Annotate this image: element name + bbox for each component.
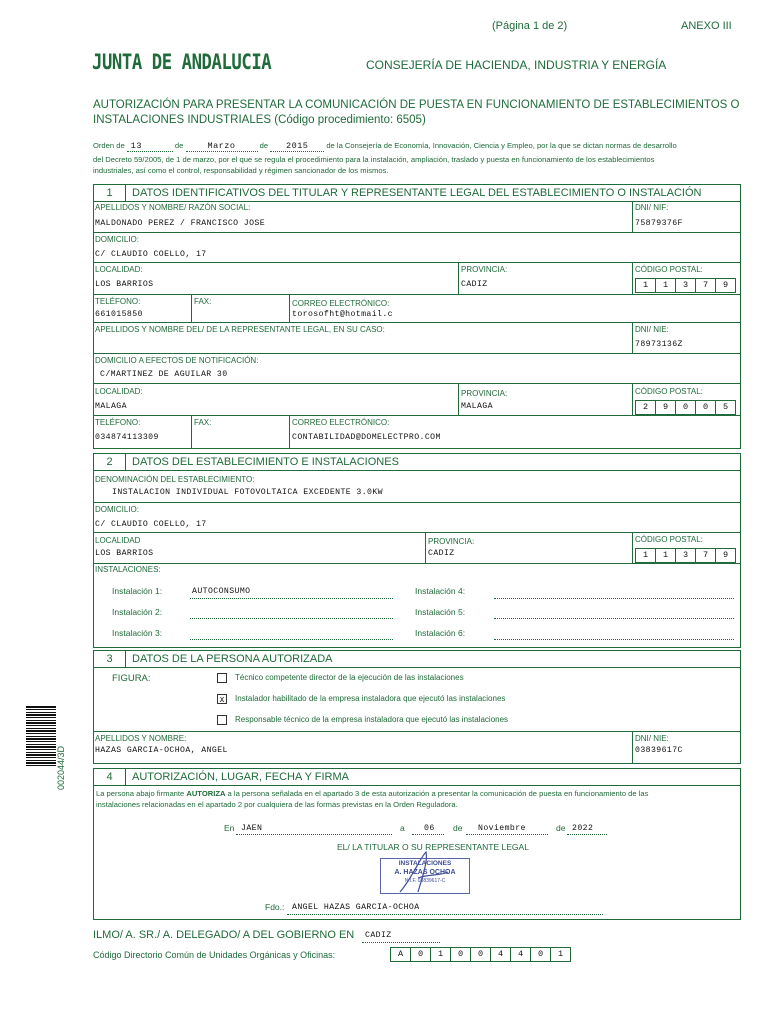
establishment-postal-label: CÓDIGO POSTAL: bbox=[635, 535, 703, 544]
establishment-name-field[interactable]: INSTALACION INDIVIDUAL FOTOVOLTAICA EXCEDENTE 3.0KW bbox=[112, 488, 383, 497]
holder-province-field[interactable]: CADIZ bbox=[461, 280, 488, 289]
section2-header bbox=[93, 453, 741, 471]
dir3-digit: 0 bbox=[410, 947, 431, 962]
option2-label: Instalador habilitado de la empresa instaladora que ejecutó las instalaciones bbox=[235, 694, 506, 703]
authorized-name-label: APELLIDOS Y NOMBRE: bbox=[95, 734, 187, 743]
rep-dni-label: DNI/ NIE: bbox=[635, 325, 669, 334]
installation2-field[interactable] bbox=[190, 618, 393, 619]
dir3-digit: 0 bbox=[450, 947, 471, 962]
section4-header bbox=[93, 768, 741, 786]
installation4-label: Instalación 4: bbox=[415, 586, 466, 596]
authorization-text2: instalaciones relacionadas en el apartado 2 por cualquiera de las formas previstas en la Orden Reguladora. bbox=[96, 800, 458, 809]
holder-phone-field[interactable]: 661015850 bbox=[95, 310, 143, 319]
rep-email-label: CORREO ELECTRÓNICO: bbox=[292, 418, 390, 427]
side-code: 002044/3D bbox=[56, 745, 66, 790]
postal-digit: 1 bbox=[655, 548, 676, 563]
notification-address-field[interactable]: C/MARTINEZ DE AGUILAR 30 bbox=[100, 370, 228, 379]
authorization-text-c: a la persona señalada en el apartado 3 de esta autorización a presentar la comunicación de puesta en funcionamiento de las bbox=[225, 789, 649, 798]
holder-email-label: CORREO ELECTRÓNICO: bbox=[292, 299, 390, 308]
holder-locality-label: LOCALIDAD: bbox=[95, 265, 143, 274]
authorized-name-field[interactable]: HAZAS GARCIA-OCHOA, ANGEL bbox=[95, 746, 228, 755]
rep-postal-label: CÓDIGO POSTAL: bbox=[635, 387, 703, 396]
date-de2-label: de bbox=[556, 823, 566, 833]
rep-fax-label: FAX: bbox=[194, 418, 212, 427]
rep-name-label: APELLIDOS Y NOMBRE DEL/ DE LA REPRESENTANTE LEGAL, EN SU CASO: bbox=[95, 325, 385, 334]
section2-number: 2 bbox=[94, 454, 126, 470]
holder-province-label: PROVINCIA: bbox=[461, 265, 508, 274]
signer-caption: EL/ LA TITULAR O SU REPRESENTANTE LEGAL bbox=[337, 842, 529, 852]
installations-label: INSTALACIONES: bbox=[95, 565, 161, 574]
postal-digit: 0 bbox=[675, 400, 696, 415]
installation6-label: Instalación 6: bbox=[415, 628, 466, 638]
figura-label: FIGURA: bbox=[112, 673, 151, 684]
dir3-code[interactable] bbox=[390, 947, 570, 962]
postal-digit: 2 bbox=[635, 400, 656, 415]
installation4-field[interactable] bbox=[494, 598, 734, 599]
dir3-digit: 4 bbox=[510, 947, 531, 962]
postal-digit: 0 bbox=[695, 400, 716, 415]
section4-title: AUTORIZACIÓN, LUGAR, FECHA Y FIRMA bbox=[132, 771, 349, 783]
installation1-label: Instalación 1: bbox=[112, 586, 163, 596]
rep-province-label: PROVINCIA: bbox=[461, 389, 508, 398]
rep-phone-field[interactable]: 034874113309 bbox=[95, 433, 159, 442]
authorized-dni-field[interactable]: 03839617C bbox=[635, 746, 683, 755]
section1-title: DATOS IDENTIFICATIVOS DEL TITULAR Y REPRESENTANTE LEGAL DEL ESTABLECIMIENTO O INSTALACIÓN bbox=[132, 187, 702, 199]
dir3-digit: 4 bbox=[490, 947, 511, 962]
option3-label: Responsable técnico de la empresa instaladora que ejecutó las instalaciones bbox=[235, 715, 509, 724]
postal-digit: 1 bbox=[655, 278, 676, 293]
page-indicator: (Página 1 de 2) bbox=[492, 20, 568, 32]
junta-logo: JUNTA DE ANDALUCIA bbox=[92, 50, 272, 74]
form-title-line2 bbox=[93, 114, 426, 126]
order-prefix: Orden de bbox=[93, 141, 125, 150]
order-paragraph bbox=[93, 141, 743, 152]
date-month-field[interactable]: Noviembre bbox=[478, 824, 526, 833]
establishment-province-field[interactable]: CADIZ bbox=[428, 549, 455, 558]
holder-fax-label: FAX: bbox=[194, 297, 212, 306]
signed-by-label: Fdo.: bbox=[265, 902, 285, 912]
order-year[interactable]: 2015 bbox=[270, 141, 324, 152]
order-text2: del Decreto 59/2005, de 1 de marzo, por el que se regula el procedimiento para la instalación, ampliación, traslado y puesta en funcionamiento de los establecimientos bbox=[93, 155, 655, 164]
section2-title: DATOS DEL ESTABLECIMIENTO E INSTALACIONES bbox=[132, 456, 399, 468]
order-text1: de la Consejería de Economía, Innovación, Ciencia y Empleo, por la que se dictan normas de desarrollo bbox=[326, 141, 677, 150]
order-de2: de bbox=[259, 141, 269, 150]
establishment-province-label: PROVINCIA: bbox=[428, 537, 475, 546]
order-de1: de bbox=[174, 141, 184, 150]
holder-postal-label: CÓDIGO POSTAL: bbox=[635, 265, 703, 274]
dir3-digit: 1 bbox=[550, 947, 571, 962]
postal-digit: 9 bbox=[655, 400, 676, 415]
rep-phone-label: TELÉFONO: bbox=[95, 418, 141, 427]
holder-name-label: APELLIDOS Y NOMBRE/ RAZÓN SOCIAL: bbox=[95, 203, 251, 212]
section4-number: 4 bbox=[94, 769, 126, 785]
authorization-text1 bbox=[96, 789, 738, 799]
postal-digit: 1 bbox=[635, 278, 656, 293]
postal-digit: 7 bbox=[695, 278, 716, 293]
installation5-label: Instalación 5: bbox=[415, 607, 466, 617]
dir3-label: Código Directorio Común de Unidades Orgánicas y Oficinas: bbox=[93, 950, 336, 960]
holder-locality-field[interactable]: LOS BARRIOS bbox=[95, 280, 154, 289]
barcode-icon bbox=[26, 706, 56, 766]
dir3-digit: 0 bbox=[470, 947, 491, 962]
establishment-name-label: DENOMINACIÓN DEL ESTABLECIMIENTO: bbox=[95, 475, 255, 484]
installation2-label: Instalación 2: bbox=[112, 607, 163, 617]
holder-email-field[interactable]: torosofht@hotmail.c bbox=[292, 310, 393, 319]
authorization-text-a: La persona abajo firmante bbox=[96, 789, 187, 798]
delegate-label: ILMO/ A. SR./ A. DELEGADO/ A DEL GOBIERNO EN bbox=[93, 929, 355, 941]
section3-number: 3 bbox=[94, 651, 126, 667]
section1-number: 1 bbox=[94, 185, 126, 201]
establishment-address-field[interactable]: C/ CLAUDIO COELLO, 17 bbox=[95, 520, 207, 529]
rep-locality-field[interactable]: MALAGA bbox=[95, 402, 127, 411]
signed-by-field[interactable]: ANGEL HAZAS GARCIA-OCHOA bbox=[292, 903, 420, 912]
postal-digit: 7 bbox=[695, 548, 716, 563]
stamp-line3: N.I.F. 03839617-C bbox=[404, 878, 446, 884]
date-year-field[interactable]: 2022 bbox=[572, 824, 594, 833]
section1-header bbox=[93, 184, 741, 202]
procedure-code: (Código procedimiento: 6505) bbox=[274, 114, 426, 126]
ministry-name: CONSEJERÍA DE HACIENDA, INDUSTRIA Y ENERGÍA bbox=[366, 58, 667, 72]
installation6-field[interactable] bbox=[494, 639, 734, 640]
holder-phone-label: TELÉFONO: bbox=[95, 297, 141, 306]
installation5-field[interactable] bbox=[494, 618, 734, 619]
holder-name-field[interactable]: MALDONADO PEREZ / FRANCISCO JOSE bbox=[95, 219, 266, 228]
rep-postal-code[interactable] bbox=[635, 400, 735, 415]
rep-dni-field[interactable]: 78973136Z bbox=[635, 340, 683, 349]
notification-address-label: DOMICILIO A EFECTOS DE NOTIFICACIÓN: bbox=[95, 356, 259, 365]
establishment-address-label: DOMICILIO: bbox=[95, 505, 140, 514]
dir3-digit: A bbox=[390, 947, 411, 962]
order-day[interactable]: 13 bbox=[127, 141, 173, 152]
signature-scribble bbox=[392, 848, 452, 898]
installation3-label: Instalación 3: bbox=[112, 628, 163, 638]
holder-address-label: DOMICILIO: bbox=[95, 235, 140, 244]
postal-digit: 9 bbox=[715, 278, 736, 293]
establishment-locality-label: LOCALIDAD bbox=[95, 536, 141, 545]
order-month[interactable]: Marzo bbox=[186, 141, 258, 152]
postal-digit: 3 bbox=[675, 548, 696, 563]
stamp-line2: A. HAZAS OCHOA bbox=[394, 869, 456, 876]
rep-email-field[interactable]: CONTABILIDAD@DOMELECTPRO.COM bbox=[292, 433, 441, 442]
section3-header bbox=[93, 650, 741, 668]
option1-label: Técnico competente director de la ejecución de las instalaciones bbox=[235, 673, 464, 682]
place-field[interactable]: JAEN bbox=[241, 824, 263, 833]
dir3-digit: 0 bbox=[530, 947, 551, 962]
section3-title: DATOS DE LA PERSONA AUTORIZADA bbox=[132, 653, 333, 665]
date-day-field[interactable]: 06 bbox=[424, 824, 435, 833]
stamp-line1: INSTALACIONES bbox=[398, 860, 452, 867]
rep-province-field[interactable]: MALAGA bbox=[461, 402, 493, 411]
postal-digit: 3 bbox=[675, 278, 696, 293]
postal-digit: 9 bbox=[715, 548, 736, 563]
option1-checkbox[interactable] bbox=[217, 673, 227, 683]
rep-locality-label: LOCALIDAD: bbox=[95, 387, 143, 396]
postal-digit: 5 bbox=[715, 400, 736, 415]
holder-dni-field[interactable]: 75879376F bbox=[635, 219, 683, 228]
dir3-digit: 1 bbox=[430, 947, 451, 962]
establishment-postal-code[interactable] bbox=[635, 548, 735, 563]
order-text3: industriales, así como el control, responsabilidad y régimen sancionador de los mismos. bbox=[93, 166, 389, 175]
place-label: En bbox=[224, 823, 235, 833]
holder-address-field[interactable]: C/ CLAUDIO COELLO, 17 bbox=[95, 250, 207, 259]
option2-checkbox[interactable]: x bbox=[217, 694, 227, 704]
installation1-field[interactable]: AUTOCONSUMO bbox=[192, 587, 251, 596]
form-title-text: INSTALACIONES INDUSTRIALES bbox=[93, 114, 275, 126]
annex-label: ANEXO III bbox=[681, 20, 732, 32]
option3-checkbox[interactable] bbox=[217, 715, 227, 725]
authorization-keyword: AUTORIZA bbox=[186, 789, 226, 798]
form-title-line1: AUTORIZACIÓN PARA PRESENTAR LA COMUNICACIÓN DE PUESTA EN FUNCIONAMIENTO DE ESTABLECIMIENTOS O bbox=[93, 99, 740, 111]
delegate-field[interactable]: CADIZ bbox=[365, 931, 392, 940]
postal-digit: 1 bbox=[635, 548, 656, 563]
installation3-field[interactable] bbox=[190, 639, 393, 640]
holder-postal-code[interactable] bbox=[635, 278, 735, 293]
date-a-label: a bbox=[400, 823, 405, 833]
holder-dni-label: DNI/ NIF: bbox=[635, 203, 669, 212]
date-de1-label: de bbox=[453, 823, 463, 833]
authorized-dni-label: DNI/ NIE: bbox=[635, 734, 669, 743]
establishment-locality-field[interactable]: LOS BARRIOS bbox=[95, 549, 154, 558]
